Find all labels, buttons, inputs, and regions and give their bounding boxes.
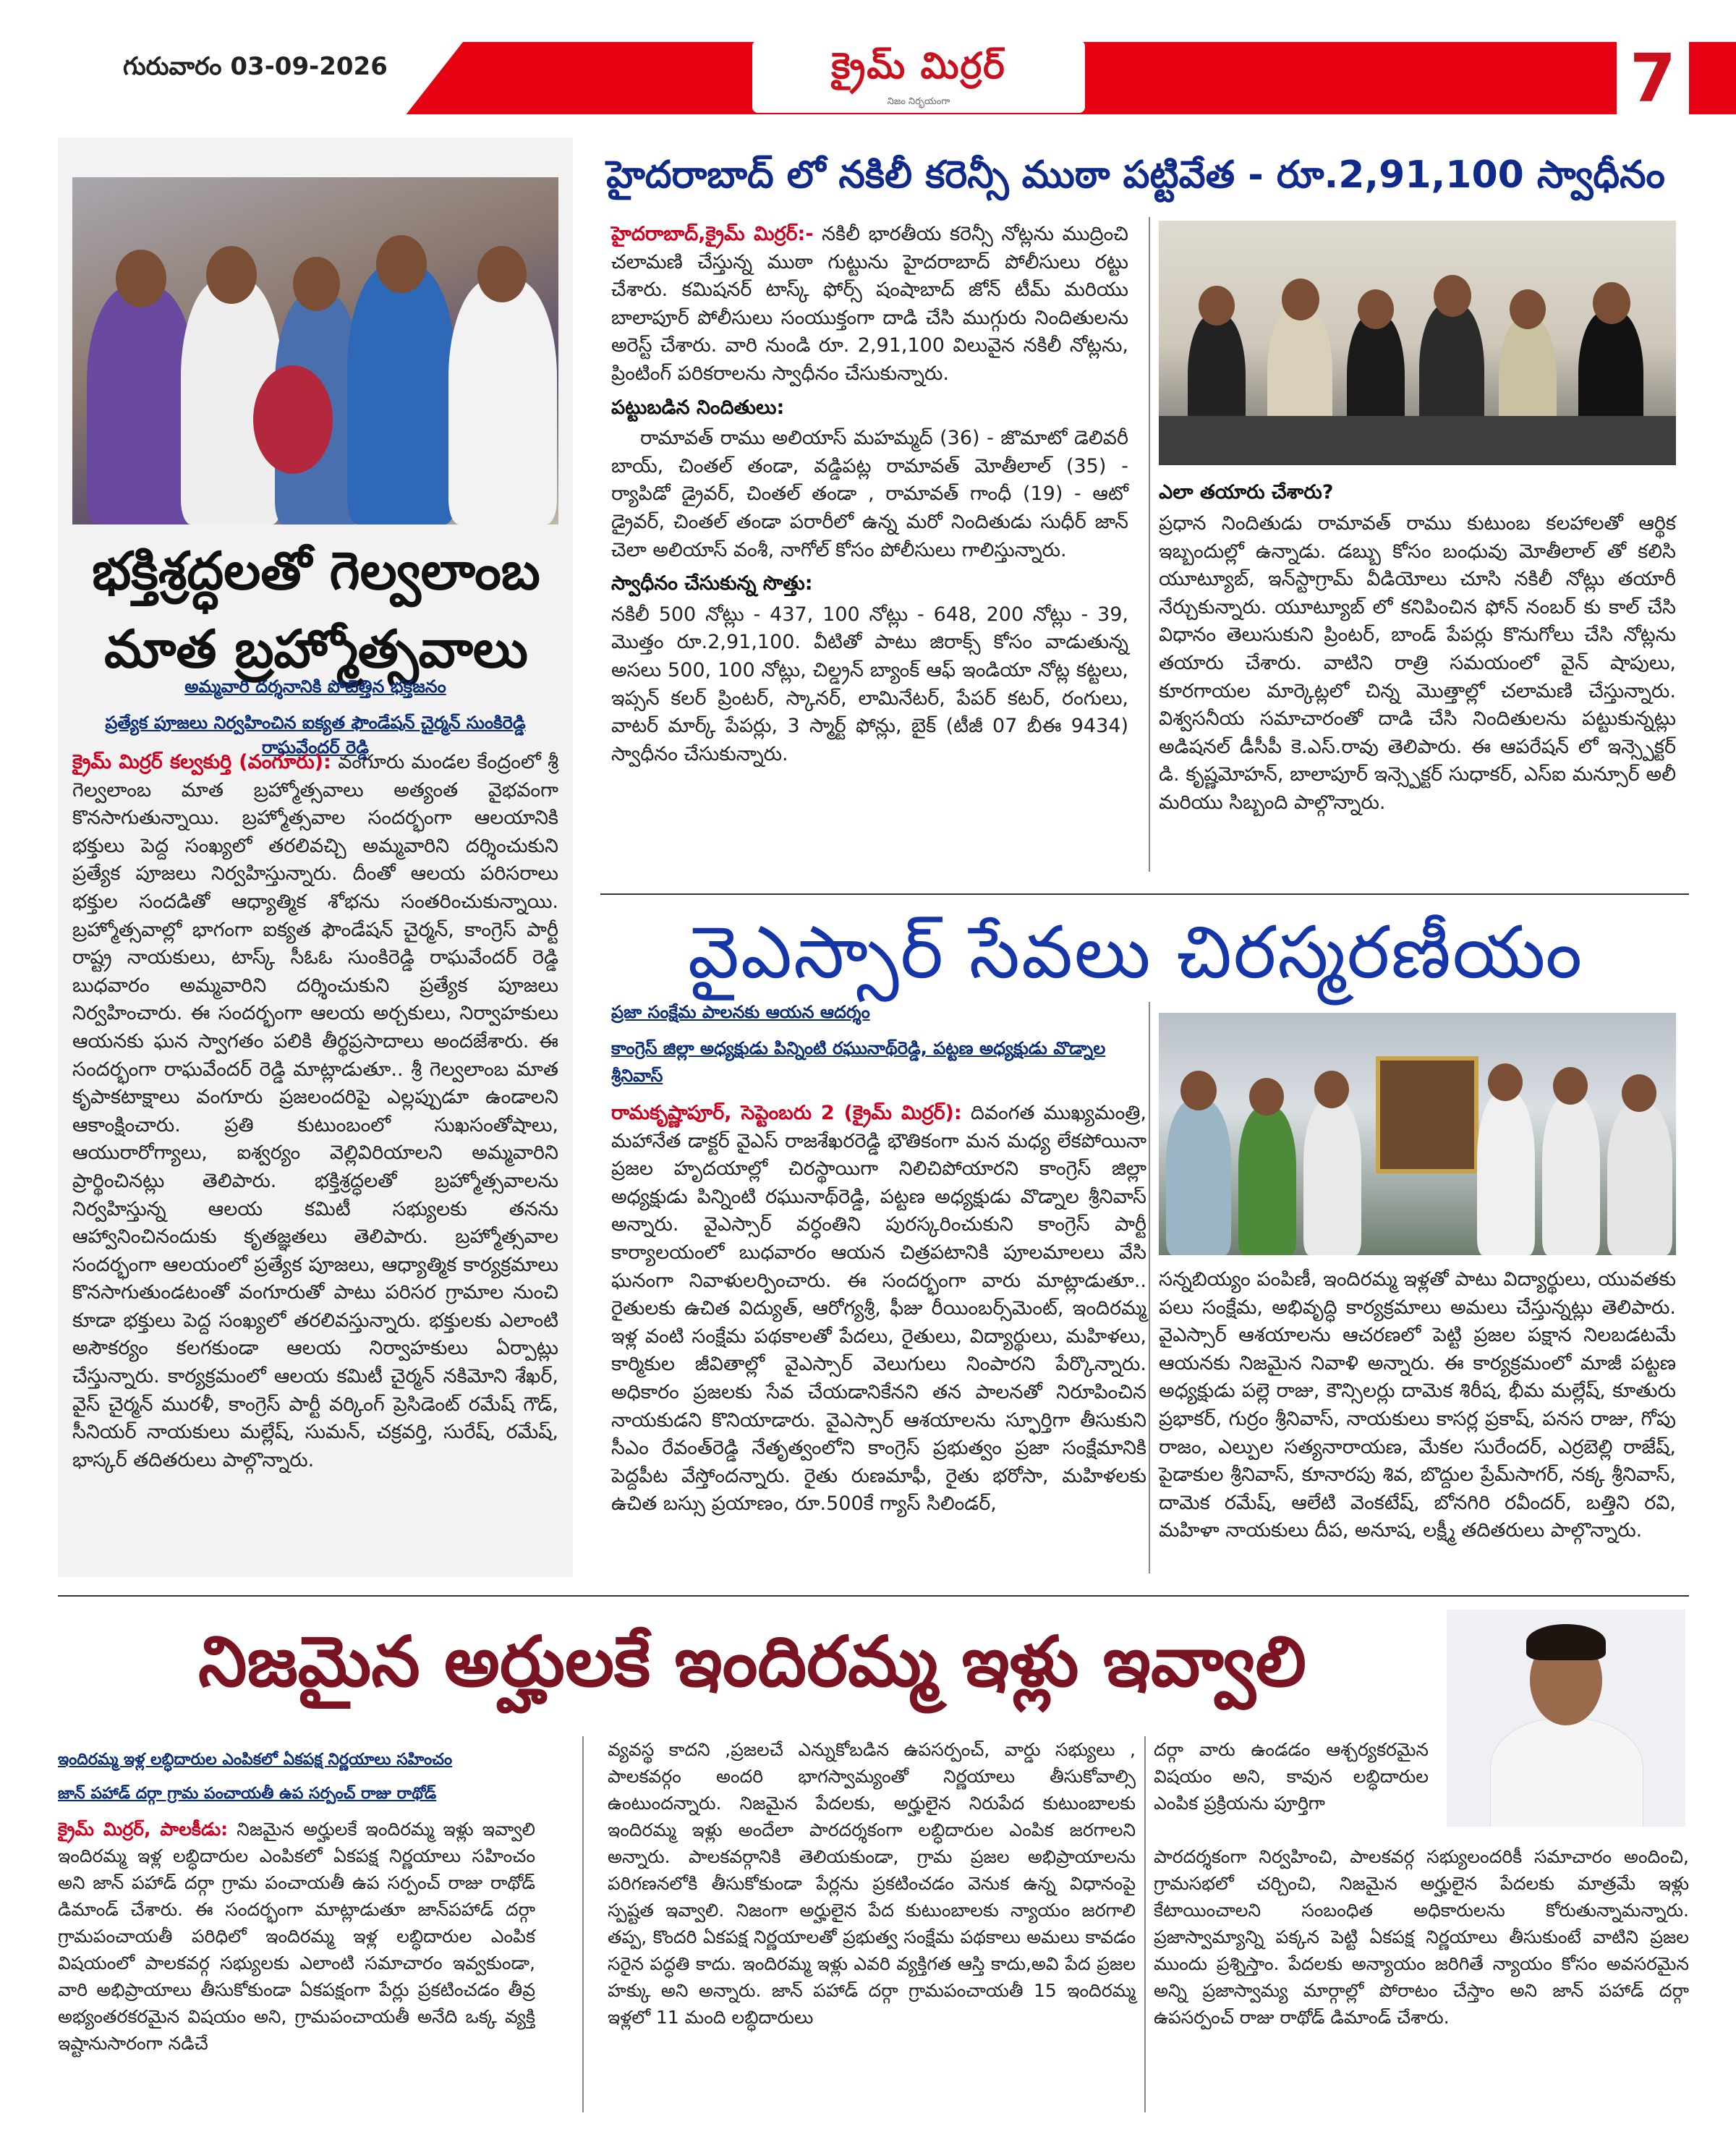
how-made-heading: ఎలా తయారు చేశారు?: [1159, 481, 1334, 504]
seized-text: నకిలీ 500 నోట్లు - 437, 100 నోట్లు - 648, 200 నోట్లు - 39, మొత్తం రూ.2,91,100. వీటితో పాటు జిరాక్స్ కోసం వాడుతున్న అసలు 500, 100 నోట్లు, చిల్డ్రన్ బ్యాంక్ ఆఫ్ ఇండియా నోట్ల కట్టలు, ఇప్సన్ కలర్ ప్రింటర్, స్కానర్, లామినేటర్, పేపర్ కటర్, రంగులు, వాటర్ మార్క్ పేపర్లు, 3 స్మార్ట్ ఫోన్లు, బైక్ (టీజీ 07 బీఈ 9434) స్వాధీనం చేసుకున్నారు.: [611, 603, 1128, 765]
indiramma-col1-text: నిజమైన అర్హులకే ఇందిరమ్మ ఇళ్లు ఇవ్వాలి ఇందిరమ్మ ఇళ్ల లబ్ధిదారుల ఎంపికలో ఏకపక్ష నిర్ణయాలు సహించం అని జాన్ పహాడ్ దర్గా గ్రామ పంచాయతీ ఉప సర్పంచ్ రాజు రాథోడ్ డిమాండ్ చేశారు. ఈ సందర్భంగా మాట్లాడుతూ జాన్‌పహాడ్ దర్గా గ్రామపంచాయతీ పరిధిలో ఇందిరమ్మ ఇళ్ల లబ్ధిదారుల ఎంపిక విషయంలో పాలకవర్గ సభ్యులకు ఎలాంటి సమాచారం ఇవ్వకుండా, వారి అభిప్రాయాలు తీసుకోకుండా ఏకపక్షంగా పేర్లు ప్రకటించడం తీవ్ర అభ్యంతరకరమైన విషయం అని, గ్రామపంచాయతీ అనేది ఒక్క వ్యక్తి ఇష్టానుసారంగా నడిచే: [58, 1819, 536, 2054]
fake-currency-dateline: హైదరాబాద్,క్రైమ్ మిర్రర్:-: [611, 223, 814, 245]
temple-dateline: క్రైమ్ మిర్రర్ కల్వకుర్తి (వంగూరు):: [72, 751, 331, 773]
temple-headline-line1: భక్తిశ్రద్ధలతో గెల్వలాంబ: [92, 540, 540, 601]
section-divider: [58, 1595, 1689, 1597]
temple-subheading-2: ప్రత్యేక పూజలు నిర్వహించిన ఐక్యత ఫౌండేషన్ చైర్మన్ సుంకిరెడ్డి రాఘవేందర్ రెడ్డి: [105, 713, 526, 757]
accused-text: రామావత్ రాము అలియాస్ మహమ్మద్ (36) - జొమాటో డెలివరీ బాయ్, చింతల్ తండా, వడ్డిపట్ల రామావత్ మోతీలాల్ (35) - ర్యాపిడో డ్రైవర్, చింతల్ తండా , రామావత్ గాంధీ (19) - ఆటో డ్రైవర్, చింతల్ తండా పరారీలో ఉన్న మరో నిందితుడు సుధీర్ జాన్ చెలా అలియాస్ వంశీ, నాగోల్ కోసం పోలీసులు గాలిస్తున్నారు.: [611, 427, 1128, 561]
temple-headline-line2: మాత బ్రహ్మోత్సవాలు: [104, 618, 528, 679]
indiramma-column-3-top: దర్గా వారు ఉండడం ఆశ్చర్యకరమైన విషయం అని, కావున లబ్ధిదారుల ఎంపిక ప్రక్రియను పూర్తిగా: [1154, 1739, 1429, 1814]
indiramma-column-3-bottom: పారదర్శకంగా నిర్వహించి, పాలకవర్గ సభ్యులందరికీ సమాచారం అందించి, గ్రామసభలో చర్చించి, నిజమైన అర్హులైన పేదలకు మాత్రమే ఇళ్లు కేటాయించాలని సంబంధిత అధికారులను కోరుతున్నామన్నారు. ప్రజాస్వామ్యాన్ని పక్కన పెట్టి ఏకపక్ష నిర్ణయాలు తీసుకుంటే వాటిని ప్రజల ముందు ప్రశ్నిస్తాం. పేదలకు అన్యాయం జరిగితే న్యాయం కోసం అవసరమైన అన్ని ప్రజాస్వామ్య మార్గాల్లో పోరాటం చేస్తాం అని జాన్ పహాడ్ దర్గా ఉపసర్పంచ్ రాజు రాథోడ్ డిమాండ్ చేశారు.: [1154, 1846, 1689, 2028]
indiramma-column-1: [58, 1816, 535, 2057]
ysr-body-1: దివంగత ముఖ్యమంత్రి, మహానేత డాక్టర్ వైఎస్ రాజశేఖరరెడ్డి భౌతికంగా మన మధ్య లేకపోయినా ప్రజల హృదయాల్లో చిరస్థాయిగా నిలిచిపోయారని కాంగ్రెస్ జిల్లా అధ్యక్షుడు పిన్నింటి రఘునాథ్‌రెడ్డి, పట్టణ అధ్యక్షుడు వొడ్నాల శ్రీనివాస్ అన్నారు. వైఎస్సార్ వర్ధంతిని పురస్కరించుకుని కాంగ్రెస్ పార్టీ కార్యాలయంలో బుధవారం ఆయన చిత్రపటానికి పూలమాలలు వేసి ఘనంగా నివాళులర్పించారు. ఈ సందర్భంగా వారు మాట్లాడుతూ.. రైతులకు ఉచిత విద్యుత్, ఆరోగ్యశ్రీ, ఫీజు రీయింబర్స్‌మెంట్, ఇందిరమ్మ ఇళ్ల వంటి సంక్షేమ పథకాలతో పేదలు, రైతులు, విద్యార్థులు, మహిళలు, కార్మికుల జీవితాల్లో వైఎస్సార్ వెలుగులు నింపారని పేర్కొన్నారు. అధికారం ప్రజలకు సేవ చేయడానికేనని తన పాలనతో నిరూపించిన నాయకుడని కొనియాడారు. వైఎస్సార్ ఆశయాలను స్ఫూర్తిగా తీసుకుని సీఎం రేవంత్‌రెడ్డి నేతృత్వంలోని కాంగ్రెస్ ప్రభుత్వం ప్రజా సంక్షేమానికి పెద్దపీట వేస్తోందన్నారు. రైతు రుణమాఫీ, రైతు భరోసా, మహిళలకు ఉచిత బస్సు ప్రయాణం, రూ.500కే గ్యాస్ సిలిండర్,: [611, 1102, 1146, 1516]
fake-currency-intro: నకిలీ భారతీయ కరెన్సీ నోట్లను ముద్రించి చలామణి చేస్తున్న ముఠా గుట్టును హైదరాబాద్ పోలీసులు రట్టు చేశారు. కమిషనర్ టాస్క్ ఫోర్స్ షంషాబాద్ జోన్ టీమ్ మరియు బాలాపూర్ పోలీసులు సంయుక్తంగా దాడి చేసి ముగ్గురు నిందితులను అరెస్ట్ చేశారు. వారి నుండి రూ. 2,91,100 విలువైన నకిలీ నోట్లను, ప్రింటింగ్ పరికరాలను స్వాధీనం చేసుకున్నారు.: [611, 223, 1128, 385]
column-divider: [1149, 217, 1150, 872]
ysr-headline: వైఎస్సార్ సేవలు చిరస్మరణీయం: [687, 910, 1584, 995]
column-divider: [582, 1736, 584, 2112]
indiramma-subheading-2: జాన్ పహాడ్ దర్గా గ్రామ పంచాయతీ ఉప సర్పంచ్ రాజు రాథోడ్: [58, 1785, 437, 1803]
temple-article-body: [72, 749, 558, 1474]
section-divider: [600, 893, 1689, 895]
fake-currency-column-1: [611, 221, 1128, 768]
temple-body-text: వంగూరు మండల కేంద్రంలో శ్రీ గెల్వలాంబ మాత బ్రహ్మోత్సవాలు అత్యంత వైభవంగా కొనసాగుతున్నాయి. బ్రహ్మోత్సవాల సందర్భంగా ఆలయానికి భక్తులు పెద్ద సంఖ్యలో తరలివచ్చి అమ్మవారిని దర్శించుకుని ప్రత్యేక పూజలు నిర్వహిస్తున్నారు. దీంతో ఆలయ పరిసరాలు భక్తుల సందడితో ఆధ్యాత్మిక శోభను సంతరించుకున్నాయి. బ్రహ్మోత్సవాల్లో భాగంగా ఐక్యత ఫౌండేషన్ చైర్మన్, కాంగ్రెస్ పార్టీ రాష్ట్ర నాయకులు, టాస్క్ సీఓఓ సుంకిరెడ్డి రాఘవేందర్ రెడ్డి బుధవారం అమ్మవారిని దర్శించుకుని ప్రత్యేక పూజలు నిర్వహించారు. ఈ సందర్భంగా ఆలయ అర్చకులు, నిర్వాహకులు ఆయనకు ఘన స్వాగతం పలికి తీర్థప్రసాదాలు అందజేశారు. ఈ సందర్భంగా రాఘవేందర్ రెడ్డి మాట్లాడుతూ.. శ్రీ గెల్వలాంబ మాత కృపాకటాక్షాలు వంగూరు ప్రజలందరిపై ఎల్లప్పుడూ ఉండాలని ఆకాంక్షించారు. ప్రతి కుటుంబంలో సుఖసంతోషాలు, ఆయురారోగ్యాలు, ఐశ్వర్యం వెల్లివిరియాలని అమ్మవారిని ప్రార్థించినట్లు తెలిపారు. భక్తిశ్రద్ధలతో బ్రహ్మోత్సవాలను నిర్వహిస్తున్న ఆలయ కమిటీ సభ్యులకు తనను ఆహ్వానించినందుకు కృతజ్ఞతలు తెలిపారు. బ్రహ్మోత్సవాల సందర్భంగా ఆలయంలో ప్రత్యేక పూజలు, ఆధ్యాత్మిక కార్యక్రమాలు కొనసాగుతుండటంతో వంగూరుతో పాటు పరిసర గ్రామాల నుంచి కూడా భక్తులు పెద్ద సంఖ్యలో తరలివస్తున్నారు. భక్తులకు ఎలాంటి అసౌకర్యం కలగకుండా ఆలయ నిర్వాహకులు ఏర్పాట్లు చేస్తున్నారు. కార్యక్రమంలో ఆలయ కమిటీ చైర్మన్ నకిమోని శేఖర్, వైస్ చైర్మన్ మురళీ, కాంగ్రెస్ పార్టీ వర్కింగ్ ప్రెసిడెంట్ రమేష్ గౌడ్, సీనియర్ నాయకులు మల్లేష్, సుమన్, చక్రవర్తి, సురేష్, రమేష్, భాస్కర్ తదితరులు పాల్గొన్నారు.: [72, 751, 558, 1471]
ysr-subheading-1: ప్రజా సంక్షేమ పాలనకు ఆయన ఆదర్శం: [611, 1002, 870, 1022]
ysr-column-2: సన్నబియ్యం పంపిణీ, ఇందిరమ్మ ఇళ్లతో పాటు విద్యార్థులు, యువతకు పలు సంక్షేమ, అభివృద్ధి కార్యక్రమాలు అమలు చేస్తున్నట్లు తెలిపారు. వైఎస్సార్ ఆశయాలను ఆచరణలో పెట్టి ప్రజల పక్షాన నిలబడటమే ఆయనకు నిజమైన నివాళి అన్నారు. ఈ కార్యక్రమంలో మాజీ పట్టణ అధ్యక్షుడు పల్లె రాజు, కౌన్సిలర్లు దామెక శిరీష, భీమ మల్లేష్, కూతురు ప్రభాకర్, గుర్రం శ్రీనివాస్, నాయకులు కాసర్ల ప్రకాష్, పనస రాజు, గోపు రాజం, ఎల్పుల సత్యనారాయణ, మేకల సురేందర్, ఎర్రబెల్లి రాజేష్, పైడాకుల శ్రీనివాస్, కూనారపు శివ, బొద్దుల ప్రేమ్‌సాగర్, నక్క శ్రీనివాస్, దామెక రమేష్, ఆలేటి వెంకటేష్, బోనగిరి రవీందర్, బత్తిని రవి, మహిళా నాయకులు దీప, అనూష, లక్ష్మీ తదితరులు పాల్గొన్నారు.: [1159, 1268, 1676, 1542]
indiramma-dateline: క్రైమ్ మిర్రర్, పాలకీడు:: [58, 1819, 229, 1840]
accused-heading: పట్టుబడిన నిందితులు:: [611, 396, 785, 419]
temple-subheading-1: అమ్మవారి దర్శనానికి పోటెత్తిన భక్తజనం: [184, 676, 446, 697]
newspaper-logo: [752, 41, 1085, 113]
seized-heading: స్వాధీనం చేసుకున్న సొత్తు:: [611, 572, 813, 595]
ysr-subheading-2: కాంగ్రెస్ జిల్లా అధ్యక్షుడు పిన్నింటి రఘునాథ్‌రెడ్డి, పట్టణ అధ్యక్షుడు వొడ్నాల శ్రీనివాస్: [611, 1038, 1106, 1086]
issue-date: గురువారం 03-09-2026: [123, 52, 388, 81]
column-divider: [1144, 1736, 1146, 2112]
temple-headline: [67, 532, 566, 688]
logo-title: క్రైమ్ మిర్రర్: [831, 44, 1006, 87]
indiramma-portrait-photo: [1447, 1610, 1685, 1827]
column-divider: [1149, 1002, 1150, 1573]
page-number: 7: [1617, 42, 1689, 114]
fake-currency-photo: [1159, 221, 1676, 465]
logo-tagline: నిజం నిర్భయంగా: [887, 96, 950, 107]
ysr-photo: [1159, 1013, 1676, 1255]
indiramma-column-2: వ్యవస్థ కాదని ,ప్రజలచే ఎన్నుకోబడిన ఉపసర్పంచ్, వార్డు సభ్యులు , పాలకవర్గం అందరి భాగస్వామ్యంతో నిర్ణయాలు తీసుకోవాల్సి ఉంటుందన్నారు. నిజమైన పేదలకు, అర్హులైన నిరుపేద కుటుంబాలకు ఇందిరమ్మ ఇళ్లు అందేలా పారదర్శకంగా లబ్ధిదారుల ఎంపిక జరగాలని అన్నారు. పాలకవర్గానికి తెలియకుండా, గ్రామ ప్రజల అభిప్రాయాలను పరిగణనలోకి తీసుకోకుండా పేర్లను ప్రకటించడం వెనుక ఉన్న విధానంపై స్పష్టత ఇవ్వాలి. నిజంగా అర్హులైన పేద కుటుంబాలకు న్యాయం జరగాలి తప్ప, కొందరి ఏకపక్ష నిర్ణయాలతో ప్రభుత్వ సంక్షేమ పథకాలు అమలు కావడం సరైన పద్ధతి కాదు. ఇందిరమ్మ ఇళ్లు ఎవరి వ్యక్తిగత ఆస్తి కాదు,అవి పేద ప్రజల హక్కు అని అన్నారు. జాన్ పహాడ్ దర్గా గ్రామపంచాయతీ 15 ఇందిరమ్మ ఇళ్లలో 11 మంది లబ్ధిదారులు: [608, 1739, 1136, 2028]
ysr-dateline: రామకృష్ణాపూర్, సెప్టెంబరు 2 (క్రైమ్ మిర్రర్):: [611, 1102, 962, 1124]
ysr-column-1: [611, 1100, 1146, 1518]
how-made-text: ప్రధాన నిందితుడు రామావత్ రాము కుటుంబ కలహాలతో ఆర్థిక ఇబ్బందుల్లో ఉన్నాడు. డబ్బు కోసం బంధువు మోతీలాల్ తో కలిసి యూట్యూబ్, ఇన్‌స్టాగ్రామ్ వీడియోలు చూసి నకిలీ నోట్లు తయారీ నేర్చుకున్నారు. యూట్యూబ్ లో కనిపించిన ఫోన్ నంబర్ కు కాల్ చేసి విధానం తెలుసుకుని ప్రింటర్, బాండ్ పేపర్లు కొనుగోలు చేసి నోట్లను తయారు చేశారు. వాటిని రాత్రి సమయంలో వైన్ షాపులు, కూరగాయల మార్కెట్లలో చిన్న మొత్తాల్లో చలామణి చేస్తున్నారు. విశ్వసనీయ సమాచారంతో దాడి చేసి నిందితులను పట్టుకున్నట్లు అడిషనల్ డీసీపీ కె.ఎస్.రావు తెలిపారు. ఈ ఆపరేషన్ లో ఇన్స్పెక్టర్ డి. కృష్ణమోహన్, బాలాపూర్ ఇన్స్పెక్టర్ సుధాకర్, ఎస్ఐ మన్సూర్ అలీ మరియు సిబ్బంది పాల్గొన్నారు.: [1159, 512, 1676, 814]
fake-currency-headline: హైదరాబాద్ లో నకిలీ కరెన్సీ ముఠా పట్టివేత - రూ.2,91,100 స్వాధీనం: [606, 153, 1665, 197]
indiramma-headline: నిజమైన అర్హులకే ఇందిరమ్మ ఇళ్లు ఇవ్వాలి: [198, 1620, 1306, 1702]
indiramma-subheading-1: ఇందిరమ్మ ఇళ్ల లబ్ధిదారుల ఎంపికలో ఏకపక్ష నిర్ణయాలు సహించం: [58, 1751, 453, 1769]
temple-photo: [72, 177, 558, 524]
